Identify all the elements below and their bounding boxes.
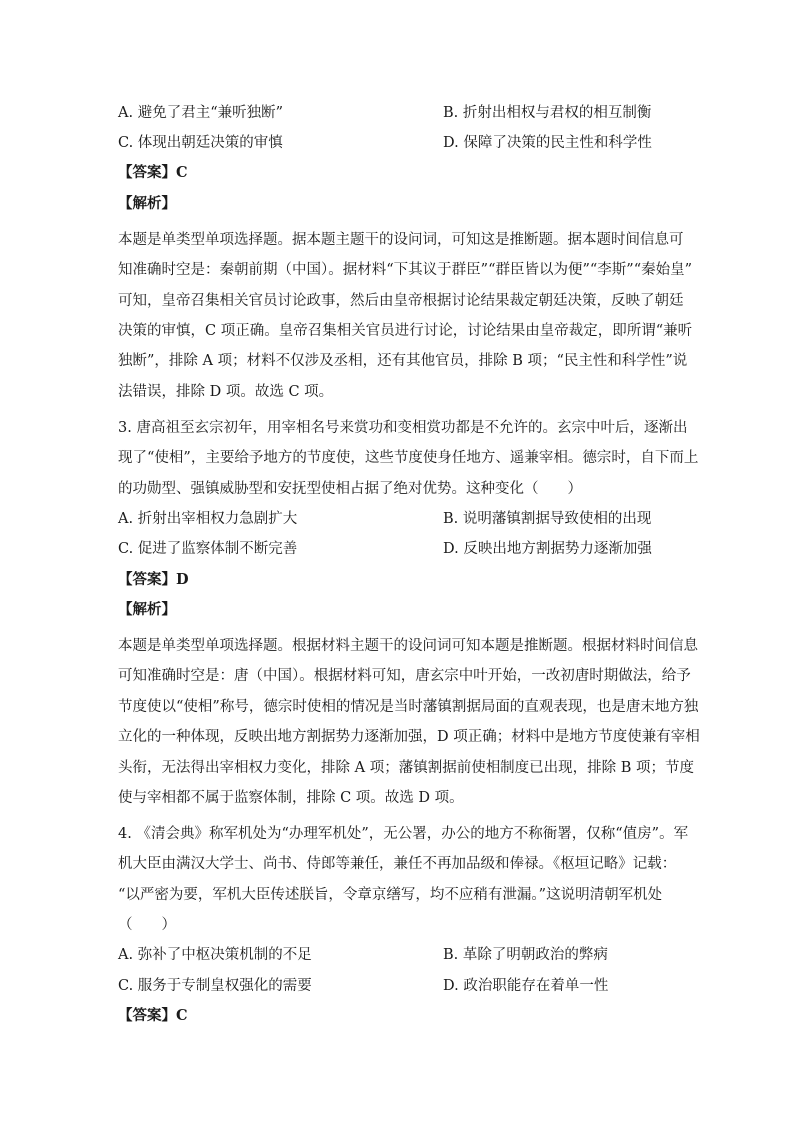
q2-answer: 【答案】C <box>118 164 188 181</box>
q3-answer: 【答案】D <box>118 571 189 588</box>
q2-analysis-label: 【解析】 <box>118 195 176 212</box>
q2-analysis-line: 法错误，排除 D 项。故选 C 项。 <box>118 384 334 400</box>
q4-option-d: D. 政治职能存在着单一性 <box>443 978 609 994</box>
q2-analysis-line: 独断”，排除 A 项；材料不仅涉及丞相，还有其他官员，排除 B 项；“民主性和科学性”说 <box>118 353 688 369</box>
q3-option-a: A. 折射出宰相权力急剧扩大 <box>118 511 298 527</box>
q3-analysis-line: 可知准确时空是：唐（中国）。根据材料可知，唐玄宗中叶开始，一改初唐时期做法，给予 <box>118 668 691 684</box>
q3-stem-line: 现了“使相”，主要给予地方的节度使，这些节度使身任地方、遥兼宰相。德宗时，自下而上 <box>118 450 699 466</box>
q4-option-a: A. 弥补了中枢决策机制的不足 <box>118 947 312 963</box>
q3-analysis-line: 本题是单类型单项选择题。根据材料主题干的设问词可知本题是推断题。根据材料时间信息 <box>118 638 698 654</box>
q4-stem-line: 机大臣由满汉大学士、尚书、侍郎等兼任，兼任不再加品级和俸禄。《枢垣记略》记载： <box>118 856 677 872</box>
q2-analysis-line: 可知，皇帝召集相关官员讨论政事，然后由皇帝根据讨论结果裁定朝廷决策，反映了朝廷 <box>118 293 684 309</box>
q2-option-d: D. 保障了决策的民主性和科学性 <box>443 135 652 151</box>
q2-analysis-line: 决策的审慎，C 项正确。皇帝召集相关官员进行讨论，讨论结果由皇帝裁定，即所谓“兼听 <box>118 323 693 339</box>
q3-analysis-line: 使与宰相都不属于监察体制，排除 C 项。故选 D 项。 <box>118 790 464 806</box>
q2-analysis-line: 知准确时空是：秦朝前期（中国）。据材料“下其议于群臣”“群臣皆以为便”“李斯”“秦始皇” <box>118 262 693 278</box>
q4-stem-line: （ ） <box>118 917 176 933</box>
q4-stem-line: “以严密为要，军机大臣传述朕旨，令章京缮写，均不应稍有泄漏。”这说明清朝军机处 <box>118 887 663 903</box>
q2-option-b: B. 折射出相权与君权的相互制衡 <box>443 105 652 121</box>
q4-stem-line: 4. 《清会典》称军机处为“办理军机处”，无公署，办公的地方不称衙署，仅称“值房”。军 <box>118 826 689 842</box>
q3-stem-line: 的功勋型、强镇威胁型和安抚型使相占据了绝对优势。这种变化（ ） <box>118 481 582 497</box>
q3-analysis-line: 头衔，无法得出宰相权力变化，排除 A 项；藩镇割据前使相制度已出现，排除 B 项；节度 <box>118 760 695 776</box>
q4-option-b: B. 革除了明朝政治的弊病 <box>443 947 608 963</box>
q3-analysis-label: 【解析】 <box>118 601 176 618</box>
q3-option-c: C. 促进了监察体制不断完善 <box>118 541 298 557</box>
q2-analysis-line: 本题是单类型单项选择题。据本题主题干的设问词，可知这是推断题。据本题时间信息可 <box>118 232 684 248</box>
q4-option-c: C. 服务于专制皇权强化的需要 <box>118 978 312 994</box>
q2-option-c: C. 体现出朝廷决策的审慎 <box>118 135 283 151</box>
q3-stem-line: 3. 唐高祖至玄宗初年，用宰相名号来赏功和变相赏功都是不允许的。玄宗中叶后，逐渐出 <box>118 420 688 436</box>
q3-analysis-line: 节度使以“使相”称号，德宗时使相的情况是当时藩镇割据局面的直观表现，也是唐末地方独 <box>118 699 699 715</box>
q3-option-d: D. 反映出地方割据势力逐渐加强 <box>443 541 652 557</box>
q3-option-b: B. 说明藩镇割据导致使相的出现 <box>443 511 652 527</box>
q2-option-a: A. 避免了君主“兼听独断” <box>118 105 284 121</box>
q3-analysis-line: 立化的一种体现，反映出地方割据势力逐渐加强，D 项正确；材料中是地方节度使兼有宰相 <box>118 729 700 745</box>
q4-answer: 【答案】C <box>118 1007 188 1024</box>
